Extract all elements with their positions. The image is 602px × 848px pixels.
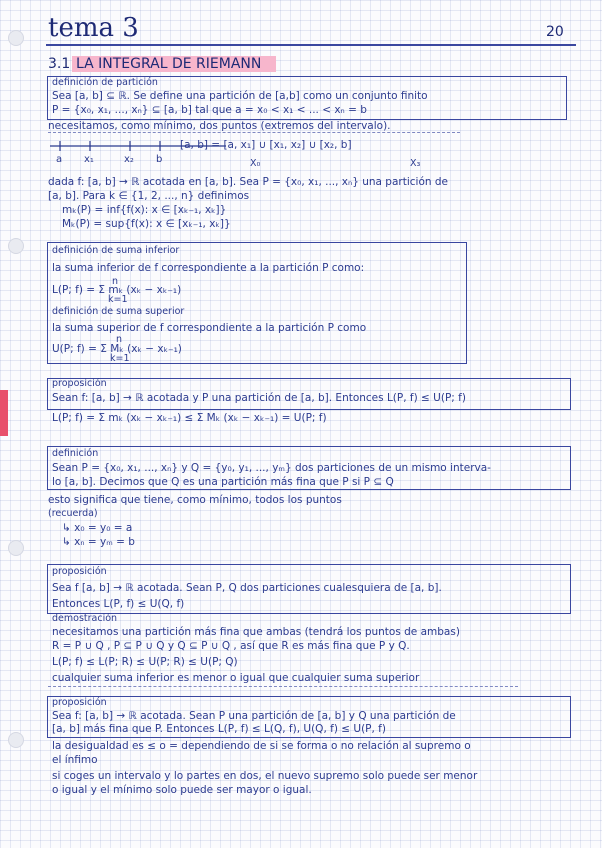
box-label: definición de suma superior <box>52 306 185 317</box>
definition-line: Sean P = {x₀, x₁, ..., xₙ} y Q = {y₀, y₁, ..., yₘ} dos particiones de un mismo interva- <box>52 462 491 474</box>
dashed-underline <box>48 686 518 687</box>
tick-label: x₂ <box>124 154 134 165</box>
section-number: 3.1 <box>48 56 71 72</box>
recall-formula: xₙ = yₘ = b <box>74 536 135 548</box>
proof-line: R = P ∪ Q , P ⊆ P ∪ Q y Q ⊆ P ∪ Q , así que R es más fina que P y Q. <box>52 640 410 652</box>
definition-line: lo [a, b]. Decimos que Q es una partición más fina que P si P ⊆ Q <box>52 476 394 488</box>
sum-limit: k=1 <box>108 294 128 305</box>
formula-line: L(P; f) = Σ mₖ (xₖ − xₖ₋₁) ≤ Σ Mₖ (xₖ − xₖ₋₁) = U(P; f) <box>52 412 327 424</box>
proof-line: L(P; f) ≤ L(P; R) ≤ U(P; R) ≤ U(P; Q) <box>52 656 238 668</box>
box-label: demostración <box>52 613 118 624</box>
recall-formula: x₀ = y₀ = a <box>74 522 133 534</box>
definition-line: la suma superior de f correspondiente a la partición P como <box>52 322 367 334</box>
page-title: tema 3 <box>48 13 139 43</box>
formula-line: Mₖ(P) = sup{f(x): x ∈ [xₖ₋₁, xₖ]} <box>62 218 231 230</box>
proposition-line: Sea f [a, b] → ℝ acotada. Sean P, Q dos particiones cualesquiera de [a, b]. <box>52 582 442 594</box>
note-line: esto significa que tiene, como mínimo, todos los puntos <box>48 494 342 506</box>
box-label: proposición <box>52 566 107 577</box>
proof-line: cualquier suma inferior es menor o igual que cualquier suma superior <box>52 672 420 684</box>
tick-label: a <box>56 154 63 165</box>
sum-limit: n <box>116 334 123 345</box>
formula-line: U(P; f) = Σ Mₖ (xₖ − xₖ₋₁) <box>52 343 182 355</box>
dashed-underline <box>48 132 460 133</box>
section-title: LA INTEGRAL DE RIEMANN <box>76 56 262 72</box>
sum-limit: k=1 <box>110 353 130 364</box>
box-label: proposición <box>52 697 107 708</box>
box-label: definición <box>52 448 99 459</box>
sum-limit: n <box>112 276 119 287</box>
page-edge-tab <box>0 390 8 436</box>
note-line: el ínfimo <box>52 754 98 766</box>
note-line: si coges un intervalo y lo partes en dos, el nuevo supremo solo puede ser menor <box>52 770 478 782</box>
tick-label: b <box>156 154 163 165</box>
formula-line: mₖ(P) = inf{f(x): x ∈ [xₖ₋₁, xₖ]} <box>62 204 227 216</box>
binder-hole <box>8 238 24 254</box>
subscript-label: X₀ <box>250 158 261 169</box>
note-line: necesitamos, como mínimo, dos puntos (extremos del intervalo). <box>48 120 391 132</box>
note-line: (recuerda) <box>48 508 98 519</box>
definition-line: la suma inferior de f correspondiente a la partición P como: <box>52 262 365 274</box>
binder-hole <box>8 30 24 46</box>
note-line: la desigualdad es ≤ o = dependiendo de si se forma o no relación al supremo o <box>52 740 471 752</box>
union-formula: [a, b] = [a, x₁] ∪ [x₁, x₂] ∪ [x₂, b] <box>180 139 352 151</box>
tick-label: x₁ <box>84 154 94 165</box>
note-line: o igual y el mínimo solo puede ser mayor o igual. <box>52 784 312 796</box>
formula-line: L(P; f) = Σ mₖ (xₖ − xₖ₋₁) <box>52 284 182 296</box>
formula-line: ↳ x₀ = y₀ = a <box>62 522 133 534</box>
definition-line: P = {x₀, x₁, ..., xₙ} ⊆ [a, b] tal que a = x₀ < x₁ < ... < xₙ = b <box>52 104 367 116</box>
definition-line: Sea [a, b] ⊆ ℝ. Se define una partición de [a,b] como un conjunto finito <box>52 90 428 102</box>
text-line: [a, b]. Para k ∈ {1, 2, ..., n} definimos <box>48 190 250 202</box>
text-line: dada f: [a, b] → ℝ acotada en [a, b]. Sea P = {x₀, x₁, ..., xₙ} una partición de <box>48 176 448 188</box>
binder-hole <box>8 540 24 556</box>
page-number: 20 <box>546 24 564 40</box>
formula-line: ↳ xₙ = yₘ = b <box>62 536 135 548</box>
proposition-line: Entonces L(P, f) ≤ U(Q, f) <box>52 598 185 610</box>
title-underline <box>46 44 576 46</box>
subscript-label: X₃ <box>410 158 421 169</box>
proposition-line: [a, b] más fina que P. Entonces L(P, f) ≤ L(Q, f), U(Q, f) ≤ U(P, f) <box>52 723 386 735</box>
proposition-line: Sean f: [a, b] → ℝ acotada y P una partición de [a, b]. Entonces L(P, f) ≤ U(P; f) <box>52 392 466 404</box>
box-label: proposición <box>52 378 107 389</box>
proof-line: necesitamos una partición más fina que ambas (tendrá los puntos de ambas) <box>52 626 460 638</box>
proposition-line: Sea f: [a, b] → ℝ acotada. Sean P una partición de [a, b] y Q una partición de <box>52 710 456 722</box>
box-label: definición de partición <box>52 77 158 88</box>
binder-hole <box>8 732 24 748</box>
box-label: definición de suma inferior <box>52 245 180 256</box>
